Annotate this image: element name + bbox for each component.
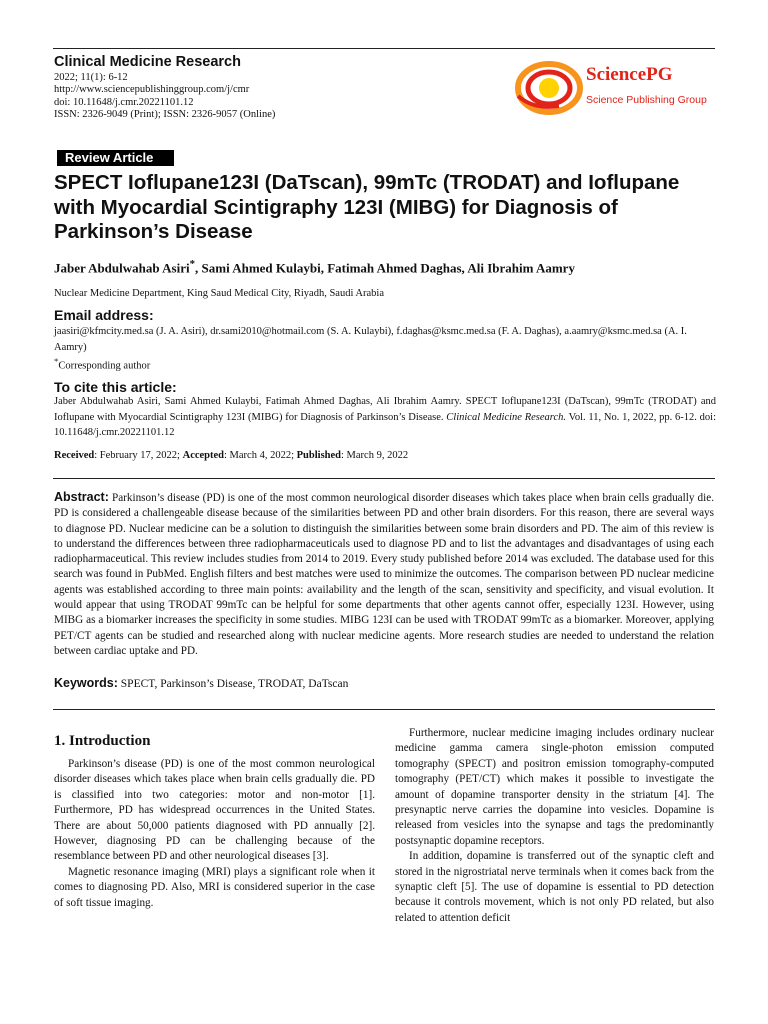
email-addresses[interactable]: jaasiri@kfmcity.med.sa (J. A. Asiri), dr.sami2010@hotmail.com (S. A. Kulaybi), f.daghas@ksmc.med.sa (F. A. Daghas), a.aamry@ksmc.med.sa (A. I. Aamry) — [54, 326, 687, 353]
article-type-badge: Review Article — [57, 150, 174, 166]
abstract-bottom-rule — [53, 709, 715, 710]
received-label: Received — [54, 450, 95, 461]
journal-meta — [54, 72, 275, 122]
author-rest: , Sami Ahmed Kulaybi, Fatimah Ahmed Daghas, Ali Ibrahim Aamry — [195, 260, 575, 276]
intro-paragraph: Magnetic resonance imaging (MRI) plays a significant role when it comes to diagnosing PD. Also, MRI is considered superior in the case of soft tissue imaging. — [54, 865, 375, 909]
intro-paragraph: Furthermore, nuclear medicine imaging includes ordinary nuclear medicine gamma camera single-photon emission computed tomography (SPECT) and positron emission tomography-computed tomography (PET/CT) which makes it possible to investigate the amount of dopamine transporter density in the striatum [4]. The presynaptic nerve carries the dopamine into vesicles. Dopamine is released from vesicles into the synapse and tags the predominantly postsynaptic dopamine receptors. — [395, 727, 714, 847]
corresponding-note — [54, 356, 150, 372]
abstract-text: Parkinson’s disease (PD) is one of the most common neurological disorder diseases which takes place when brain cells gradually die. PD is considered a challengeable disease because of the similarities between PD and other brain disorders. For this reason, there are several ways to diagnose PD. Nuclear medicine can be a solution to distinguish the similarities between some brain disorders and PD. The aim of this review is to understand the differences between three radiopharmaceuticals used to diagnose PD and to list the advantages and disadvantages of using each radiopharmaceutical. This review includes studies from 2014 to 2019. Every study published before 2014 was excluded. The database used for this search was found in PubMed. English filters and best matches were used to minimize the outcomes. The comparison between PD nuclear medicine agents was established according to three main points: availability and the length of the scan, sensitivity and specificity, and visual evolution. It would appear that using TRODAT 99mTc can be helpful for some departments that other agents cannot offer, especially 123I. However, using MIBG as a biomarker increases the specificity in some studies. MIBG 123I can be used with TRODAT 99mTc as a biomarker. Moreover, applying PET/CT agents can be studied and researched along with nuclear medicine agents. More research studies are needed to understand the relation between cardiac uptake and PD. — [54, 492, 715, 657]
journal-issue: 2022; 11(1): 6-12 — [54, 72, 128, 83]
received-date: : February 17, 2022; — [94, 450, 183, 461]
author-list — [54, 258, 575, 276]
logo-subtitle: Science Publishing Group — [586, 94, 707, 106]
journal-name: Clinical Medicine Research — [54, 54, 241, 70]
accepted-date: : March 4, 2022; — [224, 450, 297, 461]
intro-paragraph: In addition, dopamine is transferred out of the synaptic cleft and stored in the nigrostriatal nerve terminals when it comes back from the synaptic cleft [5]. The use of dopamine is essential to PD detection because it controls movement, which is not only PD related, but also related to attention deficit — [395, 850, 714, 924]
keywords — [54, 676, 348, 690]
intro-left-column — [54, 757, 375, 911]
email-heading: Email address: — [54, 307, 154, 323]
keywords-text: SPECT, Parkinson’s Disease, TRODAT, DaTscan — [120, 678, 349, 690]
author-first: Jaber Abdulwahab Asiri — [54, 260, 190, 276]
logo-title: SciencePG — [586, 64, 673, 85]
published-label: Published — [296, 450, 341, 461]
intro-right-column — [395, 726, 714, 926]
journal-issn: ISSN: 2326-9049 (Print); ISSN: 2326-9057 (Online) — [54, 109, 276, 121]
section-heading-introduction: 1. Introduction — [54, 733, 151, 749]
citation-text — [54, 394, 716, 441]
accepted-label: Accepted — [182, 450, 225, 461]
corresponding-note-mark: * — [54, 356, 59, 366]
abstract-top-rule — [53, 478, 715, 479]
sciencepg-logo-icon — [514, 60, 584, 116]
citation-journal: Clinical Medicine Research. — [446, 411, 567, 423]
header-top-rule — [53, 48, 715, 49]
published-date: : March 9, 2022 — [341, 450, 409, 461]
abstract — [54, 490, 714, 659]
citation-main: Jaber Abdulwahab Asiri, Sami Ahmed Kulaybi, Fatimah Ahmed Daghas, Ali Ibrahim Aamry. SPECT Ioflupane123I (DaTscan), 99mTc (TRODAT) and Ioflupane with Myocardial Scintigraphy 123I (MIBG) for Diagnosis of Parkinson’s Disease. — [54, 396, 716, 423]
article-dates — [54, 450, 408, 461]
corresponding-note-text: Corresponding author — [58, 360, 151, 372]
journal-url[interactable]: http://www.sciencepublishinggroup.com/j/cmr — [54, 84, 250, 96]
corresponding-mark: * — [189, 258, 196, 270]
affiliation: Nuclear Medicine Department, King Saud Medical City, Riyadh, Saudi Arabia — [54, 288, 384, 299]
citation-tail: Vol. 11, No. 1, 2022, pp. 6-12. doi: 10.11648/j.cmr.20221101.12 — [54, 411, 717, 438]
keywords-label: Keywords: — [54, 676, 118, 690]
journal-doi[interactable]: doi: 10.11648/j.cmr.20221101.12 — [54, 96, 194, 108]
intro-paragraph: Parkinson’s disease (PD) is one of the most common neurological disorder diseases which takes place when brain cells gradually die. PD is classified into two categories: motor and non-motor [1]. Furthermore, PD has widespread occurrences in the United States. There are about 50,000 patients diagnosed with PD annually [2]. However, diagnosing PD can be challenging because of the resemblance between PD and other neurological diseases [3]. — [54, 758, 375, 863]
cite-heading: To cite this article: — [54, 379, 177, 395]
article-title: SPECT Ioflupane123I (DaTscan), 99mTc (TRODAT) and Ioflupane with Myocardial Scintigraphy 123I (MIBG) for Diagnosis of Parkinson’s Disease — [54, 171, 680, 243]
abstract-label: Abstract: — [54, 490, 109, 504]
